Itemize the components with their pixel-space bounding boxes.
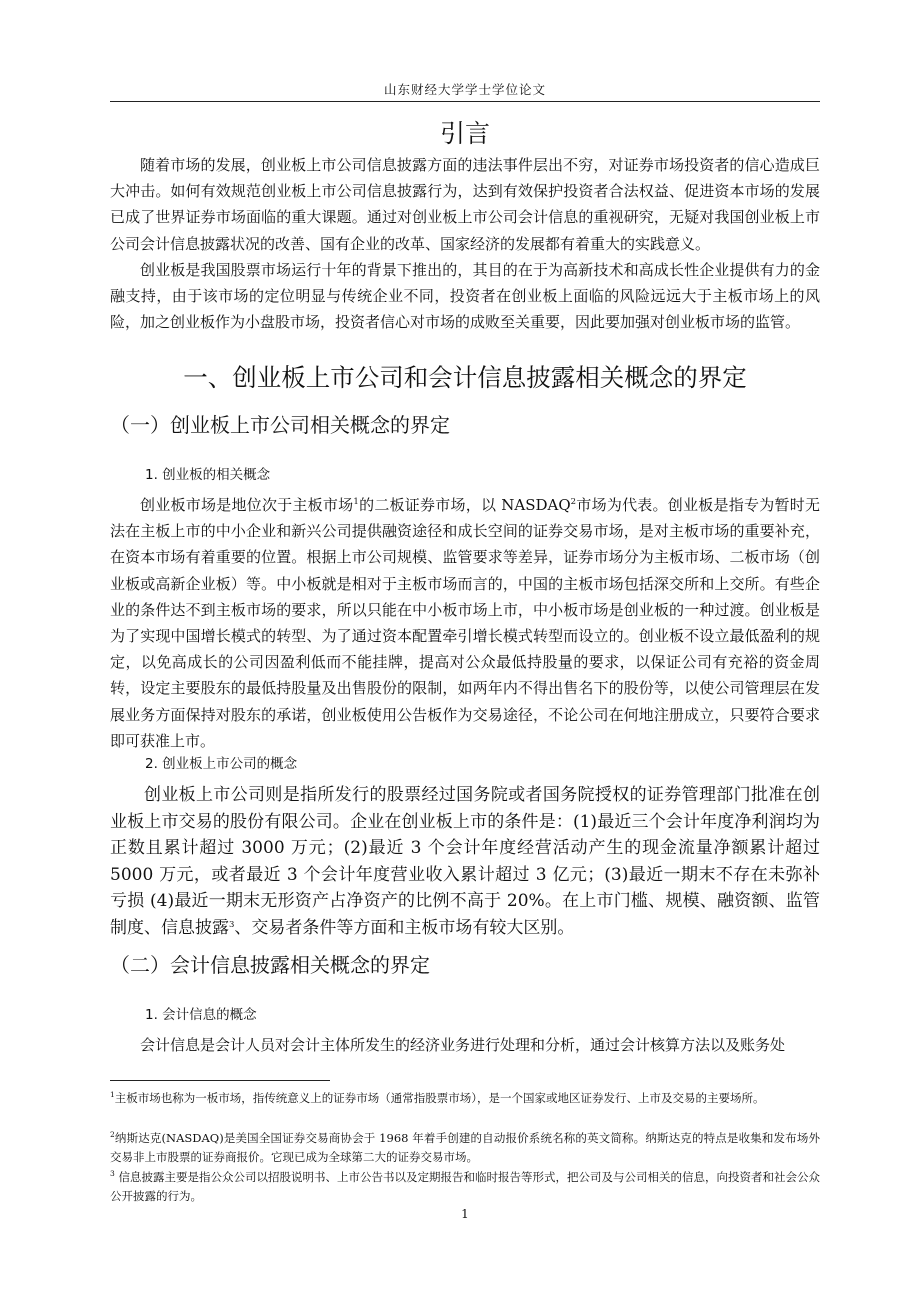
item-1-1-text-c: 市场为代表。创业板是指专为暂时无法在主板上市的中小企业和新兴公司提供融资途径和成长空间的证券交易市场，是对主板市场的重要补充，在资本市场有着重要的位置。根据上市公司规模、监管要求等差异，证券市场分为主板市场、二板市场（创业板或高新企业板）等。中小板就是相对于主板市场而言的，中国的主板市场包括深交所和上交所。有些企业的条件达不到主板市场的要求，所以只能在中小板市场上市，中小板市场是创业板的一种过渡。创业板是为了实现中国增长模式的转型、为了通过资本配置牵引增长模式转型而设立的。创业板不设立最低盈利的规定，以免高成长的公司因盈利低而不能挂牌，提高对公众最低持股量的要求，以保证公司有充裕的资金周转，设定主要股东的最低持股量及出售股份的限制，如两年内不得出售名下的股份等，以使公司管理层在发展业务方面保持对股东的承诺，创业板使用公告板作为交易途径，不论公司在何地注册成立，只要符合要求即可获准上市。 xyxy=(110,496,820,750)
footnote-2-text: 纳斯达克(NASDAQ)是美国全国证券交易商协会于 1968 年着手创建的自动报价系统名称的英文简称。纳斯达克的特点是收集和发布场外交易非上市股票的证券商报价。它现已成为全球第二大的证券交易市场。 xyxy=(110,1131,820,1164)
header-rule xyxy=(110,101,820,102)
page-number: 1 xyxy=(461,1207,469,1221)
item-1-2-text-a: 创业板上市公司则是指所发行的股票经过国务院或者国务院授权的证券管理部门批准在创业板上市交易的股份有限公司。企业在创业板上市的条件是：(1)最近三个会计年度净利润均为正数且累计超过 3000 万元；(2)最近 3 个会计年度经营活动产生的现金流量净额累计超过 5000 万元，或者最近 3 个会计年度营业收入累计超过 3 亿元；(3)最近一期末不存在未弥补亏损 (4)最近一期末无形资产占净资产的比例不高于 20%。在上市门槛、规模、融资额、监管制度、信息披露 xyxy=(110,785,820,938)
item-1-1-paragraph xyxy=(110,492,820,754)
intro-paragraph-1: 随着市场的发展，创业板上市公司信息披露方面的违法事件层出不穷，对证券市场投资者的信心造成巨大冲击。如何有效规范创业板上市公司信息披露行为，达到有效保护投资者合法权益、促进资本市场的发展已成了世界证券市场面临的重大课题。通过对创业板上市公司会计信息的重视研究，无疑对我国创业板上市公司会计信息披露状况的改善、国有企业的改革、国家经济的发展都有着重大的实践意义。 xyxy=(110,156,820,253)
footnote-1 xyxy=(110,1089,820,1108)
footnote-1-mark: 1 xyxy=(110,1090,115,1099)
intro-paragraph-2: 创业板是我国股票市场运行十年的背景下推出的，其目的在于为高新技术和高成长性企业提供有力的金融支持，由于该市场的定位明显与传统企业不同，投资者在创业板上面临的风险远远大于主板市场上的风险，加之创业板作为小盘股市场，投资者信心对市场的成败至关重要，因此要加强对创业板市场的监管。 xyxy=(110,261,820,332)
footnote-ref-2[interactable]: 2 xyxy=(570,497,577,507)
subsection-2-heading: （二）会计信息披露相关概念的界定 xyxy=(110,953,430,977)
footnote-1-text: 主板市场也称为一板市场，指传统意义上的证券市场（通常指股票市场），是一个国家或地区证券发行、上市及交易的主要场所。 xyxy=(114,1091,765,1105)
footnote-2-mark: 2 xyxy=(110,1130,115,1139)
section-1-heading: 一、创业板上市公司和会计信息披露相关概念的界定 xyxy=(183,363,747,392)
intro-title: 引言 xyxy=(439,119,490,148)
item-1-2-text-b: 、交易者条件等方面和主板市场有较大区别。 xyxy=(234,917,575,938)
footnote-2 xyxy=(110,1129,820,1166)
footnote-ref-3[interactable]: 3 xyxy=(229,919,235,930)
item-1-1-heading: 1. 创业板的相关概念 xyxy=(145,467,271,483)
item-1-2-heading: 2. 创业板上市公司的概念 xyxy=(145,756,298,772)
footnote-separator xyxy=(110,1080,330,1081)
item-1-2-paragraph xyxy=(110,782,820,941)
footnote-3-text: 信息披露主要是指公众公司以招股说明书、上市公告书以及定期报告和临时报告等形式，把公司及与公司相关的信息，向投资者和社会公众公开披露的行为。 xyxy=(110,1170,820,1203)
footnote-3-mark: 3 xyxy=(110,1169,115,1178)
item-2-1-paragraph: 会计信息是会计人员对会计主体所发生的经济业务进行处理和分析，通过会计核算方法以及账务处 xyxy=(140,1036,786,1054)
item-1-1-text-b: 的二板证券市场，以 NASDAQ xyxy=(358,496,571,514)
running-header: 山东财经大学学士学位论文 xyxy=(383,82,546,97)
item-2-1-heading: 1. 会计信息的概念 xyxy=(145,1007,257,1023)
item-1-1-text-a: 创业板市场是地位次于主板市场 xyxy=(140,496,354,514)
footnote-3 xyxy=(110,1168,820,1205)
subsection-1-heading: （一）创业板上市公司相关概念的界定 xyxy=(110,413,450,437)
footnote-ref-1[interactable]: 1 xyxy=(353,497,359,507)
